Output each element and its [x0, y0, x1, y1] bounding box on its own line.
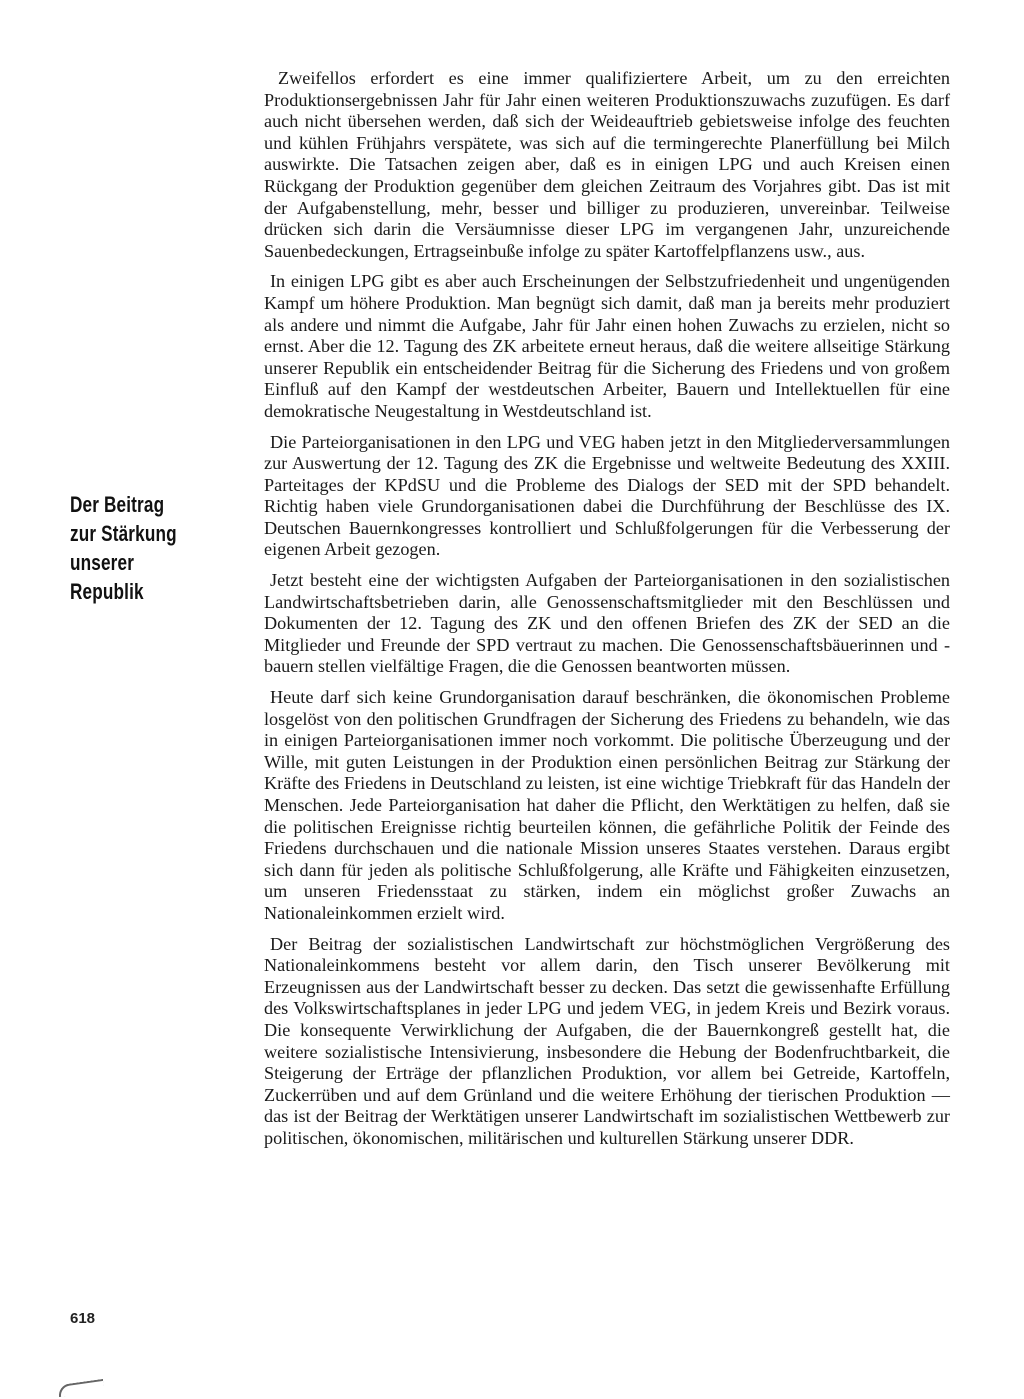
paragraph: Der Beitrag der sozialistischen Landwirtschaft zur höchstmöglichen Vergrößerung des Nationaleinkommens besteht vor allem darin, den Tisch unserer Bevölkerung mit Erzeugnissen aus der Landwirtschaft besser zu decken. Das setzt die gewissenhafte Erfüllung des Volkswirtschaftsplanes in jeder LPG und jedem VEG, in jedem Kreis und Bezirk voraus. Die konsequente Verwirklichung der Aufgaben, die der Bauernkongreß gestellt hat, die weitere sozialistische Intensivierung, insbesondere die Hebung der Bodenfruchtbarkeit, die Steigerung der Erträge der pflanzlichen Produktion, vor allem bei Getreide, Kartoffeln, Zuckerrüben und auf dem Grünland und die weitere Erhöhung der tierischen Produktion — das ist der Beitrag der Werktätigen unserer Landwirtschaft im sozialistischen Wettbewerb zur politischen, ökonomischen, militärischen und kulturellen Stärkung unserer DDR.	[264, 933, 950, 1148]
paragraph: Heute darf sich keine Grundorganisation darauf beschränken, die ökonomischen Probleme losgelöst von den politischen Grundfragen der Sicherung des Friedens zu behandeln, wie das in einigen Parteiorganisationen immer noch vorkommt. Die politische Überzeugung und der Wille, mit guten Leistungen in der Produktion einen persönlichen Beitrag zur Stärkung der Kräfte des Friedens in Deutschland zu leisten, ist eine wichtige Triebkraft für das Handeln der Menschen. Jede Parteiorganisation hat daher die Pflicht, den Werktätigen zu helfen, daß sie die politischen Ereignisse richtig beurteilen können, die gefährliche Politik der Feinde des Friedens durchschauen und die nationale Mission unseres Staates verstehen. Daraus ergibt sich dann für jeden als politische Schlußfolgerung, alle Kräfte und Fähigkeiten einzusetzen, um unseren Friedensstaat zu stärken, indem ein möglichst großer Zuwachs an Nationaleinkommen erzielt wird.	[264, 687, 950, 923]
paragraph: In einigen LPG gibt es aber auch Erscheinungen der Selbstzufriedenheit und ungenügenden Kampf um höhere Produktion. Man begnügt sich damit, daß man ja bereits mehr produziert als andere und nimmt die Aufgabe, Jahr für Jahr einen hohen Zuwachs zu erzielen, nicht so ernst. Aber die 12. Tagung des ZK arbeitete erneut heraus, daß die weitere allseitige Stärkung unserer Republik ein entscheidender Beitrag für die Sicherung des Friedens und von großem Einfluß auf den Kampf der westdeutschen Arbeiter, Bauern und Intellektuellen für eine demokratische Neugestaltung in Westdeutschland ist.	[264, 271, 950, 421]
margin-heading-line: Republik	[70, 579, 144, 604]
paragraph: Die Parteiorganisationen in den LPG und VEG haben jetzt in den Mitgliederversammlungen zur Auswertung der 12. Tagung des ZK die Ergebnisse und weltweite Bedeutung des XXIII. Parteitages der KPdSU und die Probleme des Dialogs der SED mit der SPD behandelt. Richtig haben viele Grundorganisationen dabei die Durchführung der Beschlüsse des IX. Deutschen Bauernkongresses kontrolliert und Schlußfolgerungen für die Verbesserung der eigenen Arbeit gezogen.	[264, 431, 950, 560]
margin-heading	[70, 490, 187, 606]
scan-artifact-mark	[57, 1379, 104, 1397]
paragraph: Zweifellos erfordert es eine immer qualifiziertere Arbeit, um zu den erreichten Produktionsergebnissen Jahr für Jahr einen weiteren Produktionszuwachs zuzufügen. Es darf auch nicht übersehen werden, daß sich der Weideauftrieb gebietsweise infolge des feuchten und kühlen Frühjahrs verspätete, was sich auf die termingerechte Planerfüllung bei Milch auswirkte. Die Tatsachen zeigen aber, daß es in einigen LPG und auch Kreisen einen Rückgang der Produktion gegenüber dem gleichen Zeitraum des Vorjahres gibt. Das ist mit der Aufgabenstellung, mehr, besser und billiger zu produzieren, unvereinbar. Teilweise drücken sich darin die Versäumnisse dieser LPG im vergangenen Jahr, unzureichende Sauenbedeckungen, Ertragseinbuße infolge zu später Kartoffelpflanzens usw., aus.	[264, 68, 950, 261]
margin-heading-line: zur Stärkung	[70, 521, 177, 546]
body-text	[264, 68, 950, 1159]
paragraph: Jetzt besteht eine der wichtigsten Aufgaben der Parteiorganisationen in den sozialistischen Landwirtschaftsbetrieben darin, alle Genossenschaftsmitglieder mit den Beschlüssen und Dokumenten der 12. Tagung des ZK und den offenen Briefen des ZK der SED an die Mitglieder und Freunde der SPD vertraut zu machen. Die Genossenschaftsbäuerinnen und -bauern stellen vielfältige Fragen, die die Genossen beantworten müssen.	[264, 570, 950, 677]
page-number: 618	[70, 1310, 96, 1327]
margin-heading-line: Der Beitrag	[70, 492, 165, 517]
margin-heading-line: unserer	[70, 550, 135, 575]
